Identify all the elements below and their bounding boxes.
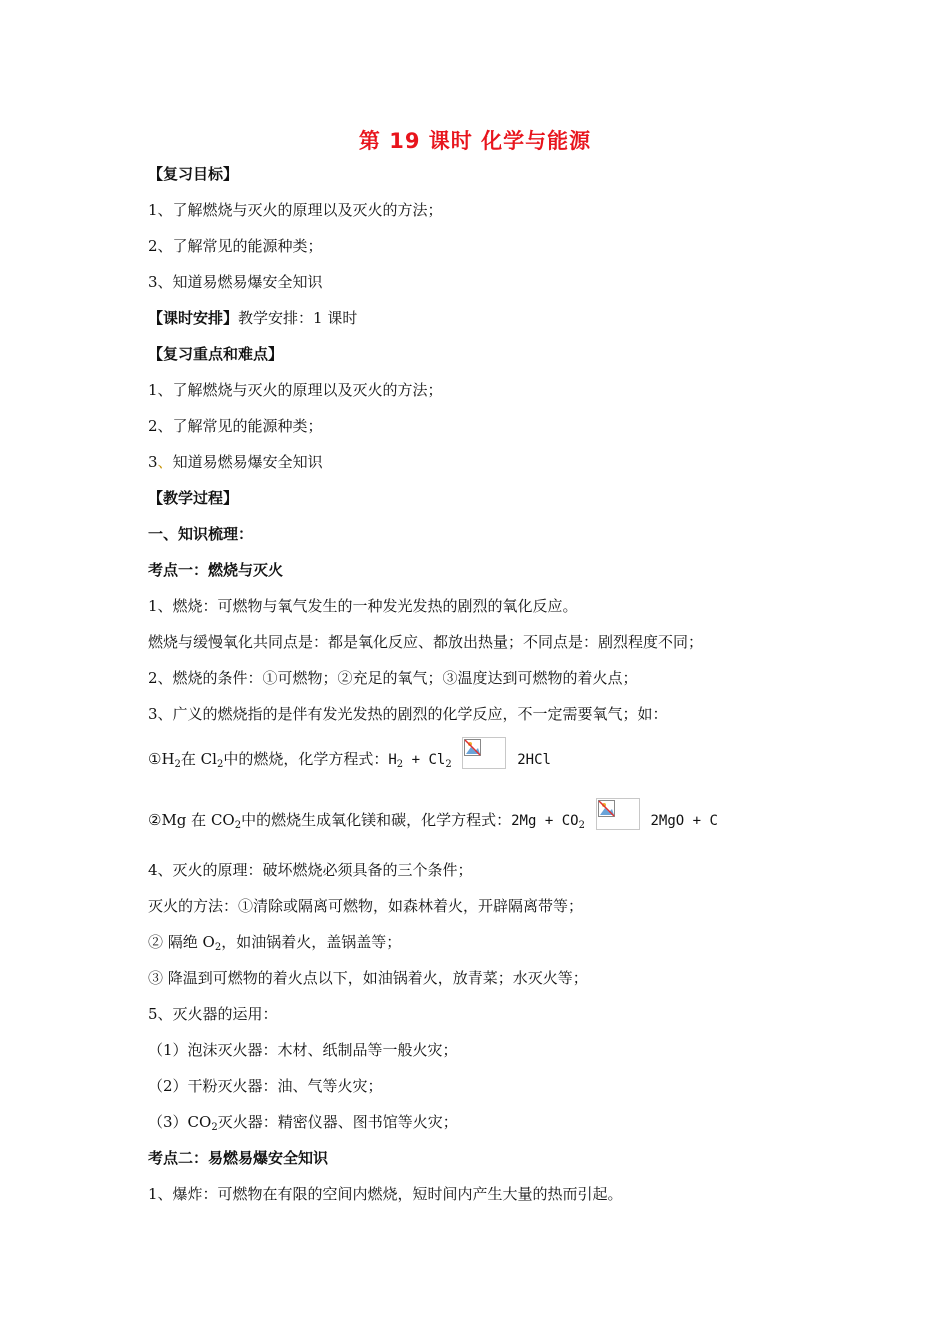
eq1-sub: 2 — [396, 759, 404, 770]
eq2-prefix: ②Mg 在 CO — [148, 811, 235, 829]
key-heading: 【复习重点和难点】 — [148, 345, 284, 363]
paragraph: 1、爆炸：可燃物在有限的空间内燃烧，短时间内产生大量的热而引起。 — [148, 1185, 623, 1203]
key3-text: 知道易燃易爆安全知识 — [172, 453, 323, 471]
paragraph: 4、灭火的原理：破坏燃烧必须具备的三个条件； — [148, 861, 473, 879]
schedule-heading: 【课时安排】 — [148, 309, 239, 327]
p7-b: ，如油锅着火，盖锅盖等； — [221, 933, 402, 951]
eq1-rhs: 2HCl — [517, 752, 551, 768]
goal-item: 2、了解常见的能源种类； — [148, 237, 323, 255]
key-item: 1、了解燃烧与灭火的原理以及灭火的方法； — [148, 381, 443, 399]
broken-image-icon — [596, 798, 640, 830]
p7-a: ② 隔绝 O — [148, 933, 215, 951]
point1-heading: 考点一：燃烧与灭火 — [148, 561, 284, 579]
paragraph: ③ 降温到可燃物的着火点以下，如油锅着火，放青菜；水灭火等； — [148, 969, 588, 987]
eq1-mid: 在 Cl — [180, 750, 217, 768]
eq1-plus: + — [403, 752, 429, 768]
key3-number: 3 — [148, 453, 158, 471]
key-item: 2、了解常见的能源种类； — [148, 417, 323, 435]
eq1-sub: 2 — [174, 759, 181, 770]
part1-heading: 一、知识梳理： — [148, 525, 254, 543]
schedule-text: 教学安排：1 课时 — [238, 309, 358, 327]
p12-b: 灭火器：精密仪器、图书馆等火灾； — [217, 1113, 458, 1131]
eq2-sub: 2 — [578, 820, 585, 831]
goal-item: 1、了解燃烧与灭火的原理以及灭火的方法； — [148, 201, 443, 219]
key3-mark: 、 — [157, 453, 173, 471]
goal-item: 3、知道易燃易爆安全知识 — [148, 273, 323, 291]
paragraph-o2 — [148, 932, 401, 952]
eq2-text: 中的燃烧生成氧化镁和碳，化学方程式： — [241, 811, 512, 829]
eq2-sub: 2 — [234, 820, 242, 831]
goals-heading: 【复习目标】 — [148, 165, 239, 183]
eq1-lhs-cl: Cl — [428, 752, 446, 768]
eq1-lhs-h: H — [388, 752, 397, 768]
eq1-sub: 2 — [216, 759, 224, 770]
eq1-text: 中的燃烧，化学方程式： — [223, 750, 389, 768]
eq2-rhs: 2MgO + C — [650, 813, 718, 829]
point2-heading: 考点二：易燃易爆安全知识 — [148, 1149, 329, 1167]
process-heading: 【教学过程】 — [148, 489, 239, 507]
p12-a: （3）CO — [148, 1113, 212, 1131]
paragraph: 5、灭火器的运用： — [148, 1005, 278, 1023]
schedule-line — [148, 308, 357, 328]
equation-2 — [148, 810, 718, 831]
eq2-lhs: 2Mg + CO — [511, 813, 579, 829]
paragraph: （1）泡沫灭火器：木材、纸制品等一般火灾； — [148, 1041, 458, 1059]
paragraph: 2、燃烧的条件：①可燃物；②充足的氧气；③温度达到可燃物的着火点； — [148, 669, 638, 687]
paragraph: 1、燃烧：可燃物与氧气发生的一种发光发热的剧烈的氧化反应。 — [148, 597, 578, 615]
eq1-sub: 2 — [445, 759, 452, 770]
equation-1 — [148, 749, 551, 770]
key-item-3 — [148, 452, 323, 472]
p12-sub: 2 — [211, 1122, 218, 1133]
eq1-prefix: ①H — [148, 750, 175, 768]
page-title: 第 19 课时 化学与能源 — [358, 129, 592, 153]
paragraph: 3、广义的燃烧指的是伴有发光发热的剧烈的化学反应，不一定需要氧气；如： — [148, 705, 668, 723]
broken-image-icon — [462, 737, 506, 769]
paragraph: 灭火的方法：①清除或隔离可燃物，如森林着火，开辟隔离带等； — [148, 897, 584, 915]
paragraph: （2）干粉灭火器：油、气等火灾； — [148, 1077, 383, 1095]
paragraph: 燃烧与缓慢氧化共同点是：都是氧化反应、都放出热量；不同点是：剧烈程度不同； — [148, 633, 704, 651]
p7-sub: 2 — [214, 942, 222, 953]
paragraph-co2 — [148, 1112, 458, 1132]
